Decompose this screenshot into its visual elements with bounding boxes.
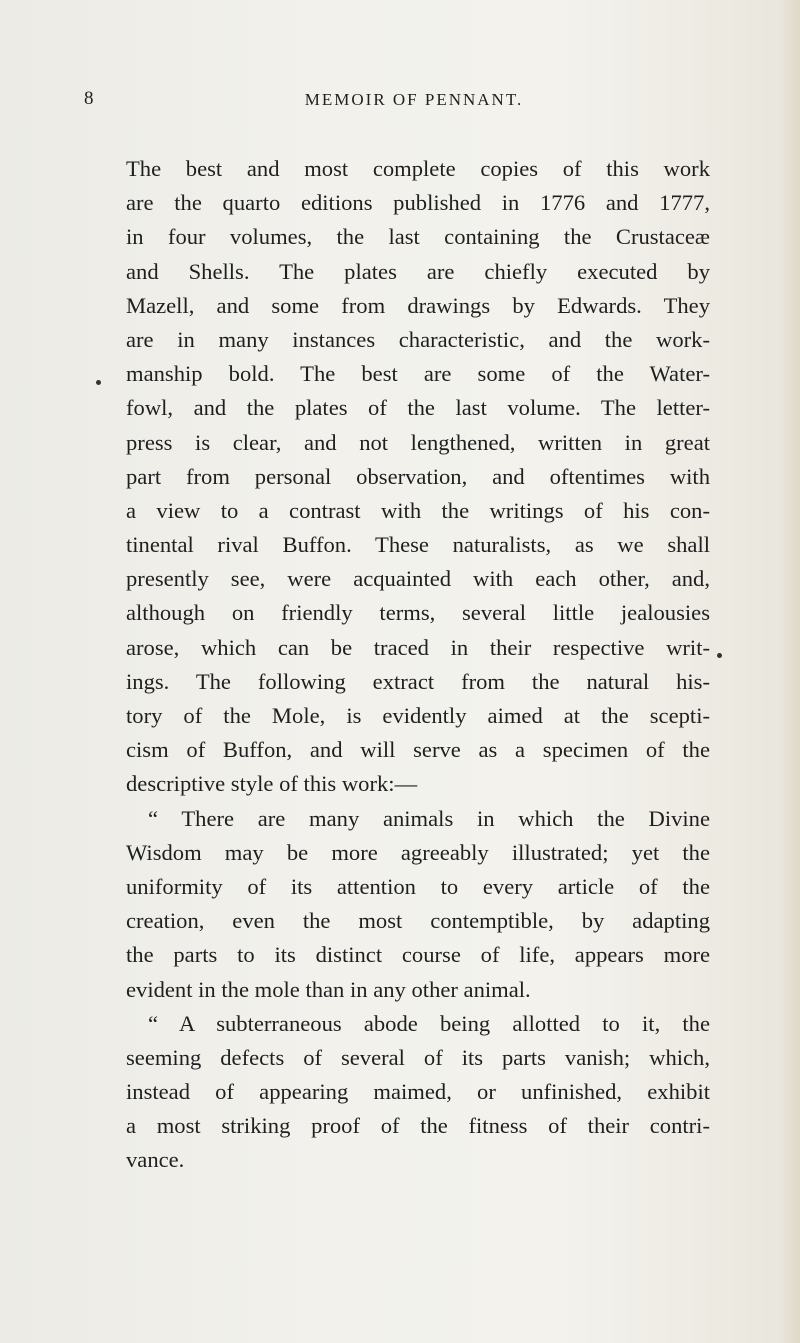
text-line: instead of appearing maimed, or unfinished, exhibit (126, 1079, 710, 1105)
text-line: Mazell, and some from drawings by Edwards. They (126, 292, 710, 318)
text-line: descriptive style of this work:— (126, 771, 418, 797)
text-line: “ A subterraneous abode being allotted to it, the (148, 1010, 710, 1036)
text-line: and Shells. The plates are chiefly executed by (126, 258, 710, 284)
text-line: arose, which can be traced in their respective writ- (126, 634, 710, 660)
text-line: Wisdom may be more agreeably illustrated; yet the (126, 839, 710, 865)
text-line: uniformity of its attention to every article of the (126, 873, 710, 899)
margin-speck (717, 653, 722, 658)
text-line: the parts to its distinct course of life, appears more (126, 942, 710, 968)
text-line: cism of Buffon, and will serve as a specimen of the (126, 737, 710, 763)
text-line: are in many instances characteristic, and the work- (126, 326, 710, 352)
text-line: part from personal observation, and oftentimes with (126, 463, 710, 489)
text-line: are the quarto editions published in 1776 and 1777, (126, 190, 710, 216)
text-line: manship bold. The best are some of the Water- (126, 361, 710, 387)
text-line: evident in the mole than in any other animal. (126, 976, 531, 1002)
text-line: tory of the Mole, is evidently aimed at the scepti- (126, 703, 710, 728)
page-edge-shadow (778, 0, 800, 1343)
text-line: creation, even the most contemptible, by adapting (126, 908, 710, 934)
text-line: presently see, were acquainted with each other, and, (126, 566, 710, 592)
text-line: although on friendly terms, several little jealousies (126, 600, 710, 626)
body-text (126, 152, 710, 1178)
page-header (84, 88, 714, 114)
text-line: seeming defects of several of its parts vanish; which, (126, 1044, 710, 1070)
text-line: a view to a contrast with the writings of his con- (126, 497, 710, 523)
text-line: press is clear, and not lengthened, written in great (126, 429, 710, 455)
text-line: fowl, and the plates of the last volume. The letter- (126, 395, 710, 421)
margin-speck (96, 380, 101, 385)
text-line: a most striking proof of the fitness of their contri- (126, 1113, 710, 1139)
text-line: ings. The following extract from the natural his- (126, 668, 710, 694)
page-number: 8 (84, 88, 95, 109)
text-line: “ There are many animals in which the Divine (148, 805, 710, 831)
text-line: tinental rival Buffon. These naturalists, as we shall (126, 532, 710, 558)
text-line: in four volumes, the last containing the Crustaceæ (126, 224, 710, 250)
text-line: vance. (126, 1147, 185, 1173)
running-head: MEMOIR OF PENNANT. (304, 90, 524, 109)
text-line: The best and most complete copies of this work (126, 156, 710, 181)
